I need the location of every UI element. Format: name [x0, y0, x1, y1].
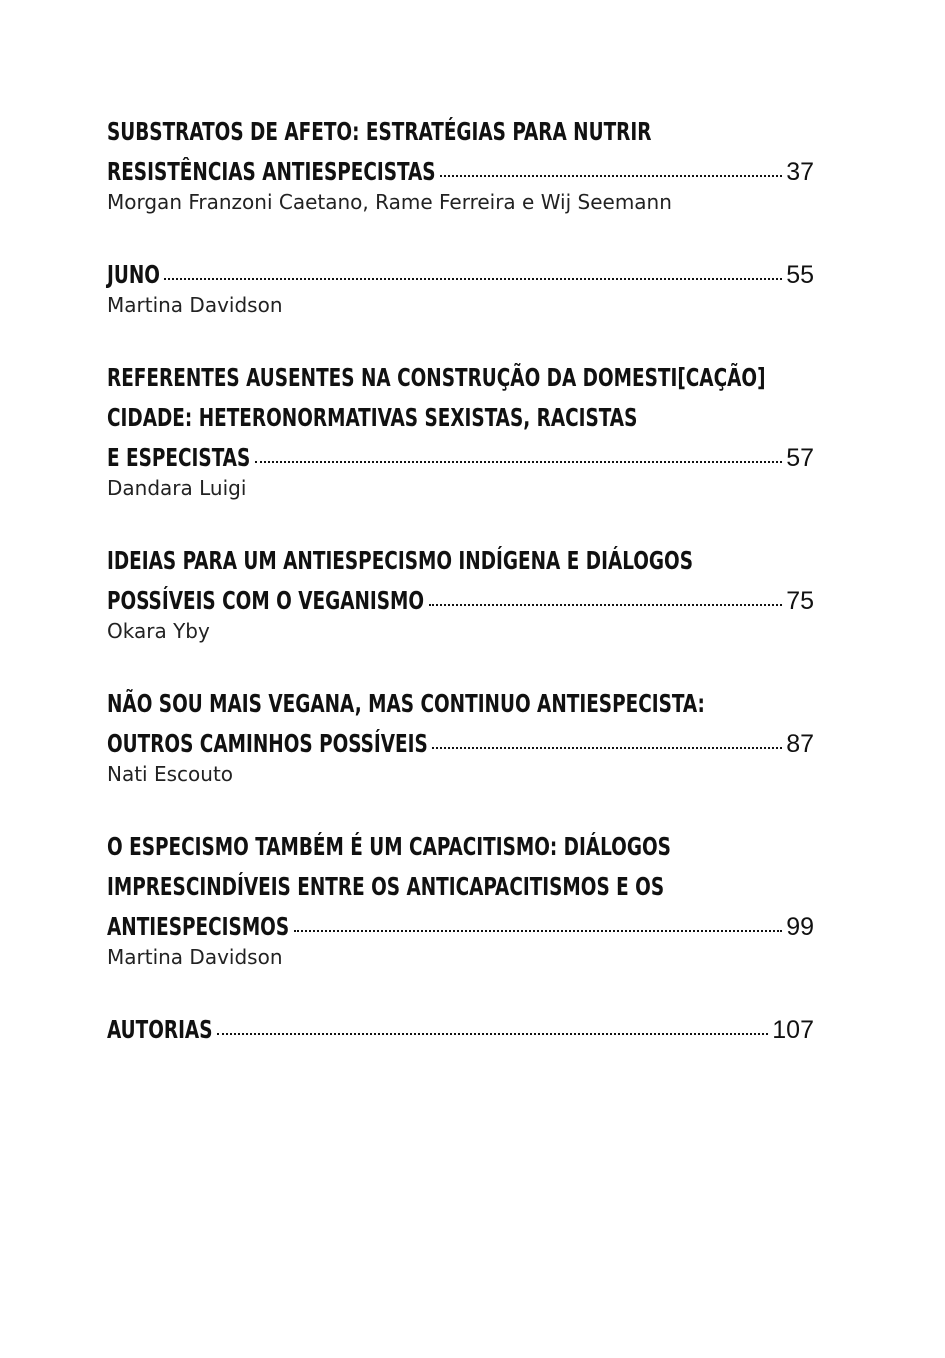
dot-leader [432, 747, 782, 749]
entry-title-text: POSSÍVEIS COM O VEGANISMO [107, 586, 425, 615]
page-number: 55 [786, 261, 814, 289]
page-number: 87 [786, 730, 814, 758]
page-number: 57 [786, 444, 814, 472]
toc-entry-autorias [107, 1010, 814, 1050]
entry-author: Morgan Franzoni Caetano, Rame Ferreira e Wij Seemann [107, 190, 672, 214]
dot-leader [217, 1033, 768, 1035]
entry-title-text: IMPRESCINDÍVEIS ENTRE OS ANTICAPACITISMOS E OS [107, 872, 665, 901]
entry-title-line [107, 112, 814, 152]
entry-title-last-line [107, 255, 814, 295]
entry-title-text: CIDADE: HETERONORMATIVAS SEXISTAS, RACISTAS [107, 403, 638, 432]
entry-title-text: O ESPECISMO TAMBÉM É UM CAPACITISMO: DIÁLOGOS [107, 832, 671, 861]
entry-title-text: RESISTÊNCIAS ANTIESPECISTAS [107, 157, 436, 186]
entry-author: Martina Davidson [107, 293, 283, 317]
entry-title-last-line [107, 581, 814, 621]
entry-title-last-line [107, 907, 814, 947]
page-number: 107 [772, 1016, 814, 1044]
entry-author: Nati Escouto [107, 762, 234, 786]
page-number: 99 [786, 913, 814, 941]
dot-leader [164, 278, 782, 280]
toc-entry-referentes-ausentes [107, 358, 814, 501]
entry-title-line [107, 684, 814, 724]
entry-title-last-line [107, 1010, 814, 1050]
entry-title-text: SUBSTRATOS DE AFETO: ESTRATÉGIAS PARA NUTRIR [107, 117, 652, 146]
entry-title-text: OUTROS CAMINHOS POSSÍVEIS [107, 729, 428, 758]
entry-title-text: JUNO [107, 260, 160, 289]
entry-title-text: AUTORIAS [107, 1015, 213, 1044]
entry-title-text: IDEIAS PARA UM ANTIESPECISMO INDÍGENA E DIÁLOGOS [107, 546, 694, 575]
entry-title-text: ANTIESPECISMOS [107, 912, 290, 941]
entry-author: Martina Davidson [107, 945, 283, 969]
entry-title-text: REFERENTES AUSENTES NA CONSTRUÇÃO DA DOMESTI[CAÇÃO] [107, 363, 766, 392]
entry-title-text: E ESPECISTAS [107, 443, 251, 472]
entry-title-last-line [107, 724, 814, 764]
toc-entry-especismo-capacitismo [107, 827, 814, 970]
entry-title-last-line [107, 438, 814, 478]
toc-entry-ideias-antiespecismo [107, 541, 814, 644]
toc-entry-substratos-de-afeto [107, 112, 814, 215]
page-number: 37 [786, 158, 814, 186]
entry-title-line [107, 827, 814, 867]
entry-title-line [107, 398, 814, 438]
entry-title-line [107, 541, 814, 581]
table-of-contents [107, 112, 814, 1090]
dot-leader [294, 930, 782, 932]
entry-author: Dandara Luigi [107, 476, 247, 500]
dot-leader [440, 175, 782, 177]
entry-title-line [107, 867, 814, 907]
page-number: 75 [786, 587, 814, 615]
toc-entry-juno [107, 255, 814, 318]
dot-leader [429, 604, 782, 606]
entry-title-last-line [107, 152, 814, 192]
entry-author: Okara Yby [107, 619, 210, 643]
dot-leader [255, 461, 782, 463]
toc-entry-nao-sou-mais-vegana [107, 684, 814, 787]
entry-title-text: NÃO SOU MAIS VEGANA, MAS CONTINUO ANTIESPECISTA: [107, 689, 705, 718]
entry-title-line [107, 358, 814, 398]
